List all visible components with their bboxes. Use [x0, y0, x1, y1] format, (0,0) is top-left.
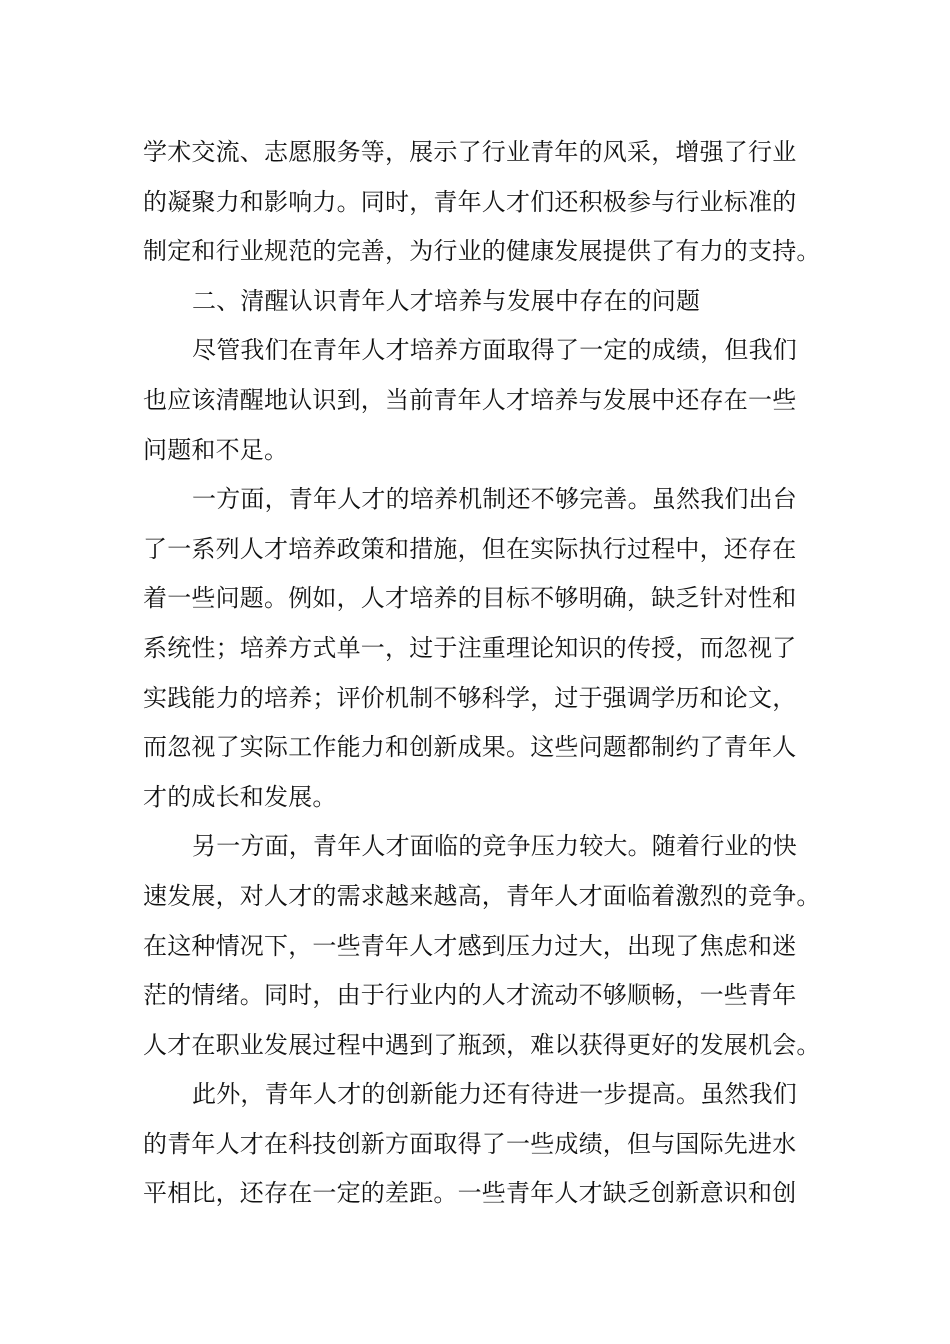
- text-line: 另一方面，青年人才面临的竞争压力较大。随着行业的快: [192, 832, 797, 861]
- text-line: 此外，青年人才的创新能力还有待进一步提高。虽然我们: [192, 1080, 797, 1109]
- text-line: 才的成长和发展。: [143, 782, 337, 811]
- text-line: 了一系列人才培养政策和措施，但在实际执行过程中，还存在: [143, 534, 797, 563]
- text-line: 系统性；培养方式单一，过于注重理论知识的传授，而忽视了: [143, 633, 797, 662]
- text-line: 着一些问题。例如，人才培养的目标不够明确，缺乏针对性和: [143, 584, 797, 613]
- text-line: 速发展，对人才的需求越来越高，青年人才面临着激烈的竞争。: [143, 881, 821, 910]
- text-line: 平相比，还存在一定的差距。一些青年人才缺乏创新意识和创: [143, 1179, 797, 1208]
- text-line: 茫的情绪。同时，由于行业内的人才流动不够顺畅，一些青年: [143, 981, 797, 1010]
- text-line: 在这种情况下，一些青年人才感到压力过大，出现了焦虑和迷: [143, 931, 797, 960]
- section-heading: 二、清醒认识青年人才培养与发展中存在的问题: [192, 286, 701, 315]
- text-line: 问题和不足。: [143, 435, 289, 464]
- text-line: 的青年人才在科技创新方面取得了一些成绩，但与国际先进水: [143, 1129, 797, 1158]
- text-line: 一方面，青年人才的培养机制还不够完善。虽然我们出台: [192, 485, 797, 514]
- text-line: 尽管我们在青年人才培养方面取得了一定的成绩，但我们: [192, 336, 797, 365]
- text-line: 实践能力的培养；评价机制不够科学，过于强调学历和论文，: [143, 683, 797, 712]
- text-line: 也应该清醒地认识到，当前青年人才培养与发展中还存在一些: [143, 385, 797, 414]
- text-line: 学术交流、志愿服务等，展示了行业青年的风采，增强了行业: [143, 138, 797, 166]
- text-line: 而忽视了实际工作能力和创新成果。这些问题都制约了青年人: [143, 733, 797, 762]
- text-line: 制定和行业规范的完善，为行业的健康发展提供了有力的支持。: [143, 237, 821, 266]
- text-line: 人才在职业发展过程中遇到了瓶颈，难以获得更好的发展机会。: [143, 1030, 821, 1059]
- document-body-text: [143, 128, 823, 1219]
- text-line: 的凝聚力和影响力。同时，青年人才们还积极参与行业标准的: [143, 187, 797, 216]
